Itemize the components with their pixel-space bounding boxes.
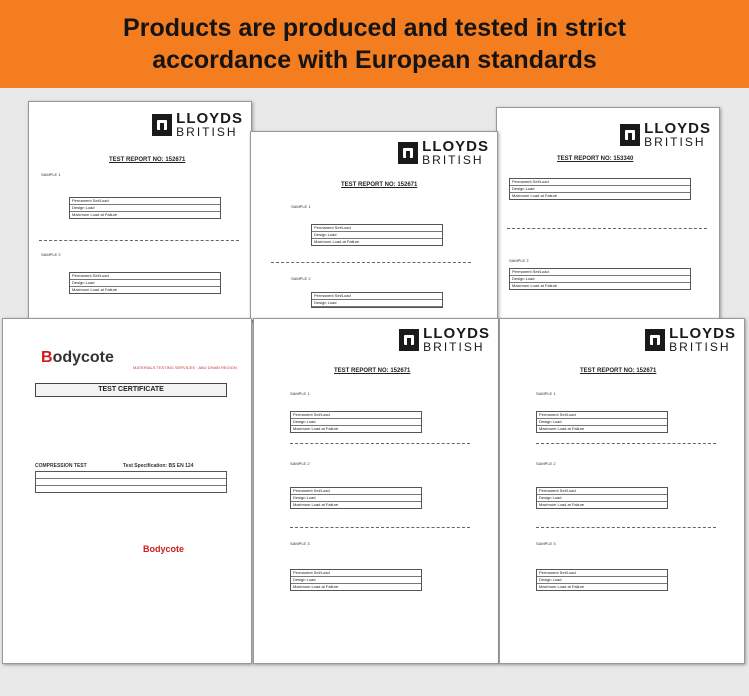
- sample-2-label: SAMPLE 2: [536, 461, 556, 466]
- report-title: TEST REPORT NO: 152671: [580, 368, 657, 374]
- stamp-logo: Bodycote: [143, 544, 185, 554]
- results-table: Permanent Set/Load Design Load Maximum Load at Failure: [536, 411, 668, 433]
- divider: [536, 527, 716, 528]
- report-title: TEST REPORT NO: 152671: [334, 368, 411, 374]
- divider: [290, 527, 470, 528]
- divider: [536, 443, 716, 444]
- sample-2-label: SAMPLE 2: [290, 461, 310, 466]
- compression-table: [35, 471, 227, 493]
- lloyds-logo-icon: [399, 329, 419, 351]
- bodycote-logo: Bodycote: [41, 349, 114, 366]
- lloyds-british-logo: LLOYDS BRITISH: [152, 112, 243, 138]
- sample-1-label: SAMPLE 1: [41, 172, 61, 177]
- section-title: COMPRESSION TEST: [35, 463, 87, 469]
- region-text: MATERIALS TESTING SERVICES · ABU DHABI REGION: [133, 365, 237, 370]
- results-table: Permanent Set/Load Design Load Maximum Load at Failure: [536, 569, 668, 591]
- test-report-sheet-2: [250, 131, 498, 321]
- test-report-sheet-3: [496, 107, 720, 321]
- sample-2-label: SAMPLE 2: [509, 258, 529, 263]
- sample-1-label: SAMPLE 1: [291, 204, 311, 209]
- divider: [507, 228, 707, 229]
- divider: [271, 262, 471, 263]
- certificate-title: TEST CERTIFICATE: [35, 383, 227, 397]
- sample-2-label: SAMPLE 2: [41, 252, 61, 257]
- results-table: Permanent Set/Load Design Load Maximum Load at Failure: [69, 197, 221, 219]
- results-table: Permanent Set/Load Design Load Maximum Load at Failure: [69, 272, 221, 294]
- report-title: TEST REPORT NO: 153340: [557, 156, 634, 162]
- sample-3-label: SAMPLE 3: [290, 541, 310, 546]
- lloyds-british-logo: LLOYDS BRITISH: [399, 327, 490, 353]
- divider: [290, 443, 470, 444]
- header-banner: [0, 0, 749, 88]
- report-title: TEST REPORT NO: 152671: [341, 182, 418, 188]
- results-table: Permanent Set/Load Design Load Maximum Load at Failure: [509, 178, 691, 200]
- report-title: TEST REPORT NO: 152671: [109, 157, 186, 163]
- test-report-sheet-5: [499, 318, 745, 664]
- divider: [39, 240, 239, 241]
- results-table: Permanent Set/Load Design Load Maximum Load at Failure: [311, 224, 443, 246]
- lloyds-logo-icon: [398, 142, 418, 164]
- sample-1-label: SAMPLE 1: [536, 391, 556, 396]
- lloyds-logo-icon: [152, 114, 172, 136]
- lloyds-logo-icon: [620, 124, 640, 146]
- sample-3-label: SAMPLE 3: [536, 541, 556, 546]
- results-table: Permanent Set/Load Design Load Maximum Load at Failure: [509, 268, 691, 290]
- results-table: Permanent Set/Load Design Load Maximum Load at Failure: [290, 411, 422, 433]
- lloyds-british-logo: LLOYDS BRITISH: [645, 327, 736, 353]
- bodycote-certificate: [2, 318, 252, 664]
- test-report-sheet-4: [253, 318, 499, 664]
- test-report-sheet-1: [28, 101, 252, 321]
- results-table: Permanent Set/Load Design Load: [311, 292, 443, 308]
- lloyds-british-logo: LLOYDS BRITISH: [398, 140, 489, 166]
- results-table: Permanent Set/Load Design Load Maximum Load at Failure: [536, 487, 668, 509]
- lloyds-british-logo: LLOYDS BRITISH: [620, 122, 711, 148]
- results-table: Permanent Set/Load Design Load Maximum Load at Failure: [290, 487, 422, 509]
- lloyds-logo-icon: [645, 329, 665, 351]
- results-table: Permanent Set/Load Design Load Maximum Load at Failure: [290, 569, 422, 591]
- banner-line-2: accordance with European standards: [152, 46, 597, 74]
- sample-2-label: SAMPLE 2: [291, 276, 311, 281]
- banner-line-1: Products are produced and tested in strict: [123, 14, 626, 42]
- sample-1-label: SAMPLE 1: [290, 391, 310, 396]
- test-spec: Test Specification: BS EN 124: [123, 463, 194, 469]
